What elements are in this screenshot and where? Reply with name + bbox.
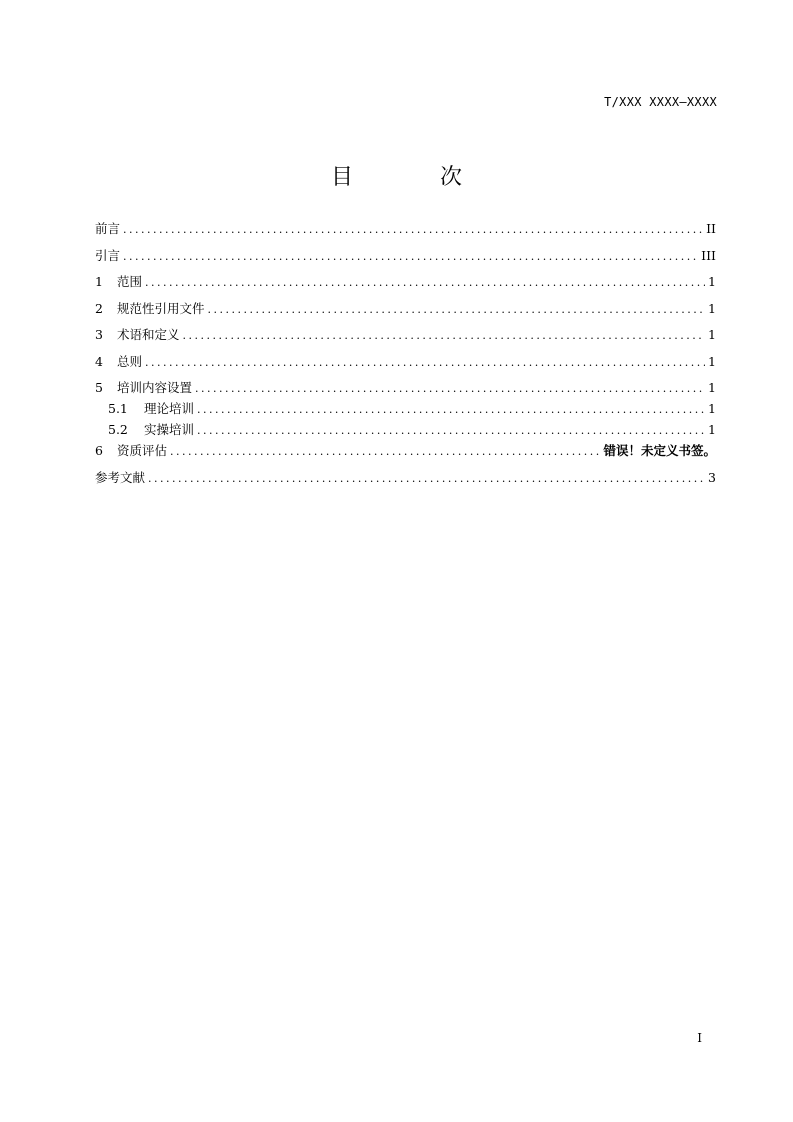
toc-entry-number: 3 [95, 327, 103, 342]
toc-entry-page: 1 [708, 274, 716, 289]
toc-dot-leader [208, 303, 706, 316]
toc-entry-label: 实操培训 [144, 422, 195, 437]
toc-entry-label: 规范性引用文件 [117, 300, 205, 316]
toc-dot-leader [195, 382, 705, 395]
toc-entry-training-content[interactable] [95, 378, 716, 399]
toc-entry-page: II [706, 221, 716, 236]
toc-entry-number: 6 [95, 443, 103, 458]
toc-dot-leader [145, 356, 705, 369]
toc-entry-number: 5 [95, 380, 103, 395]
toc-dot-leader [148, 472, 705, 485]
toc-entry-page: 1 [708, 327, 716, 342]
toc-entry-foreword[interactable] [95, 219, 716, 246]
toc-entry-label: 引言 [95, 247, 121, 263]
toc-title: 目 次 [331, 165, 502, 190]
toc-entry-number: 2 [95, 300, 103, 316]
toc-entry-label: 术语和定义 [117, 327, 180, 342]
toc-dot-leader [170, 445, 600, 458]
toc-entry-label: 理论培训 [144, 401, 195, 416]
toc-entry-page: 1 [708, 401, 716, 416]
toc-entry-normative-references[interactable] [95, 299, 716, 326]
toc-entry-page: 1 [708, 422, 716, 437]
toc-entry-theory-training[interactable] [95, 399, 716, 420]
toc-entry-label: 参考文献 [95, 469, 146, 485]
toc-entry-number: 4 [95, 353, 103, 369]
toc-entry-page-error: 错误！未定义书签。 [603, 443, 716, 458]
toc-entry-page: 1 [708, 353, 716, 369]
toc-dot-leader [145, 276, 705, 289]
toc-entry-label: 资质评估 [117, 443, 168, 458]
toc-entry-page: 3 [708, 469, 716, 485]
toc-entry-terms-definitions[interactable] [95, 325, 716, 352]
toc-entry-general[interactable] [95, 352, 716, 379]
toc-entry-label: 总则 [117, 353, 143, 369]
toc-entry-bibliography[interactable] [95, 468, 716, 495]
toc-entry-page: 1 [708, 300, 716, 316]
toc-dot-leader [123, 223, 703, 236]
toc-entry-page: III [701, 247, 716, 263]
toc-entry-page: 1 [708, 380, 716, 395]
toc-entry-label: 前言 [95, 221, 121, 236]
document-code: T/XXX XXXX—XXXX [604, 95, 717, 109]
toc-entry-qualification-assessment[interactable] [95, 441, 716, 468]
toc-dot-leader [123, 250, 698, 263]
toc-entry-label: 培训内容设置 [117, 380, 193, 395]
toc-entry-label: 范围 [117, 274, 143, 289]
toc-entry-number: 1 [95, 274, 103, 289]
page-number: I [697, 1031, 702, 1045]
toc-entry-scope[interactable] [95, 272, 716, 299]
toc-entry-number: 5.1 [108, 401, 128, 416]
table-of-contents [95, 219, 716, 494]
toc-entry-practical-training[interactable] [95, 420, 716, 441]
toc-entry-number: 5.2 [108, 422, 128, 437]
toc-dot-leader [197, 424, 705, 437]
toc-dot-leader [183, 329, 706, 342]
toc-entry-introduction[interactable] [95, 246, 716, 273]
toc-dot-leader [197, 403, 705, 416]
